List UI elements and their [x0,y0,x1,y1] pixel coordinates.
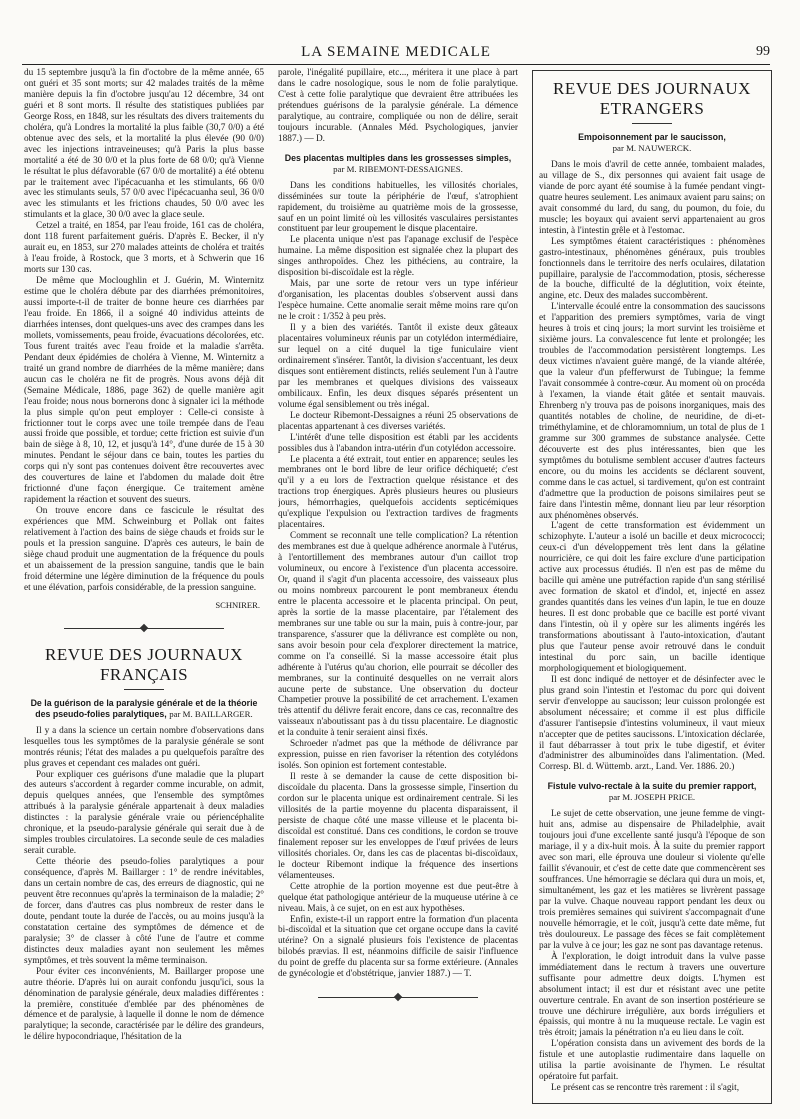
paragraph: De même que Mocloughlin et J. Guérin, M. Winternitz estime que le choléra débute par des diarrhées prémonitoires, aussi importe-t-il de traiter de bonne heure ces diarrhées par l'eau froide. En 1866, il a soigné 40 individus atteints de diarrhées intenses, dont quelques-uns avec des crampes dans les mollets, vomissements, peau froide, évacuations décolorées, etc. Tous furent traités avec l'eau froide et la maladie s'arrêta. Pendant deux épidémies de choléra à Vienne, M. Winternitz a traité un grand nombre de diarrhées de la même manière; dans aucun cas le choléra ne fit de progrès. Nous avons déjà dit (Semaine Médicale, 1886, page 362) de quelle manière agit l'eau froide; nous nous bornerons donc à signaler ici la méthode la plus simple qu'on peut employer : Celle-ci consiste à frictionner tout le corps avec une toile trempée dans de l'eau aussi froide que possible, et tordue; cette friction est suivie d'un bain de siège à 8, 10, 12, et jusqu'à 14°, d'une durée de 15 à 30 minutes. Pendant le séjour dans ce bain, toutes les parties du corps qui n'y sont pas contenues doivent être recouvertes avec des couvertures de laine et l'abdomen du malade doit être frictionné d'une façon énergique. Ce traitement amène rapidement la réaction et souvent des sueurs. [24,276,264,506]
heading-rule [124,689,164,690]
article-author: par M. JOSEPH PRICE. [608,792,696,803]
section-divider [24,621,264,635]
paragraph: À l'exploration, le doigt introduit dans la vulve passe immédiatement dans le rectum à travers une ouverture suffisante pour admettre deux doigts. L'hymen est absolument intact; il est dur et résistant avec une petite ouverture centrale. En avant de son insertion postérieure se trouve une déchirure irrégulière, aux bords irréguliers et épaissis, qui montre à nu la muqueuse rectale. Le vagin est très étroit; jamais la pénétration n'a eu lieu dans le coït. [539,951,765,1039]
paragraph: Le placenta a été extrait, tout entier en apparence; seules les membranes ont le bord libre de leur orifice déchiqueté; c'est qu'il y a eu lors de l'extraction quelque résistance et des tractions trop énergiques. Après plusieurs heures ou plusieurs jours, hémorrhagies, quelquefois accidents septicémiques qu'explique l'expulsion ou l'extraction tardives de fragments placentaires. [278,454,518,531]
paragraph: Il y a bien des variétés. Tantôt il existe deux gâteaux placentaires volumineux réunis par un cotylédon intermédiaire, sur lequel on a cité duquel la tige funiculaire vient ordinairement s'insérer. Tantôt, la division s'accentuant, les deux disques sont entièrement distincts, reliés seulement l'un à l'autre par les membranes et quelques divisions des vaisseaux ombilicaux. Enfin, les deux disques séparés présentent un volume égal sensiblement ou très inégal. [278,323,518,410]
article-title-text: Empoisonnement par le saucisson, [578,132,726,142]
journal-title: LA SEMAINE MEDICALE [301,44,491,60]
paragraph: Pour expliquer ces guérisons d'une maladie que la plupart des auteurs s'accordent à regarder comme incurable, on admit, depuis quelques années, que l'ensemble des symptômes attribués à la paralysie générale appartenait à deux maladies distinctes : la paralysie générale vraie ou périencéphalite chronique, et la pseudo-paralysie générale qui serait due à de simples troubles circulatoires. La seconde seule de ces maladies serait curable. [24,769,264,857]
paragraph: Dans les conditions habituelles, les villosités choriales, disséminées sur toute la périphérie de l'œuf, s'atrophient rapidement, du troisième au quatrième mois de la grossesse, sauf en un point limité où les villosités vasculaires persistantes constituent par leur groupement le disque placentaire. [278,180,518,235]
paragraph: Il reste à se demander la cause de cette disposition bi-discoïdale du placenta. Dans la grossesse simple, l'insertion du cordon sur le placenta unique est ordinairement centrale. Si les villosités de la partie moyenne du placenta disparaissent, il persiste de chaque côté une masse villeuse et le placenta bi-discoïdal est constitué. Dans ces conditions, le cordon se trouve finalement reposer sur les enveloppes de l'œuf privées de leurs villosités choriales. Or, dans les cas de placentas bi-discoïdaux, le docteur Ribemont indique la fréquence des insertions vélamenteuses. [278,772,518,881]
paragraph: Cette théorie des pseudo-folies paralytiques a pour conséquence, d'après M. Baillarger : 1° de rendre inévitables, dans un certain nombre de cas, des erreurs de diagnostic, qui ne peuvent être reconnues qu'après la terminaison de la maladie; 2° de forcer, dans d'autres cas plus nombreux de rester dans le doute, pendant toute la durée de l'accès, ou au moins jusqu'à la constatation certaine des symptômes de démence et de paralysie; 3° de classer à côté l'une de l'autre et comme distinctes deux maladies ayant non seulement les mêmes symptômes, et très souvent la même terminaison. [24,857,264,966]
paragraph: Mais, par une sorte de retour vers un type inférieur d'organisation, les placentas doubles s'observent aussi dans l'espèce humaine. Cette anomalie serait même moins rare qu'on ne le croit : 1/352 à peu près. [278,279,518,323]
paragraph: Enfin, existe-t-il un rapport entre la formation d'un placenta bi-discoïdal et la situation que cet organe occupe dans la cavité utérine? On a signalé plusieurs fois l'existence de placentas bilobés prævias. Il est, néanmoins difficile de saisir l'influence du point de greffe du placenta sur sa forme extérieure. (Annales de gynécologie et d'obstétrique, janvier 1887.) — T. [278,914,518,980]
paragraph: Cette atrophie de la portion moyenne est due peut-être à quelque état pathologique antérieur de la muqueuse utérine à ce niveau. Mais, à ce sujet, on en est aux hypothèses. [278,881,518,914]
article-title [545,132,759,154]
article-title [30,698,258,720]
paragraph: Pour éviter ces inconvénients, M. Baillarger propose une autre théorie. D'après lui on aurait confondu jusqu'ici, sous la dénomination de paralysie générale, deux maladies différentes : la première, constituée d'emblée par des phénomènes de démence et de paralysie, à laquelle il donne le nom de démence paralytique; la seconde, caractérisée par le délire des grandeurs, le délire hypocondriaque, l'hésitation de la [24,966,264,1043]
paragraph: Dans le mois d'avril de cette année, tombaient malades, au village de S., dix personnes qui avaient fait usage de viande de porc ayant été soumise à la fumée pendant vingt-quatre heures seulement. Les animaux avaient paru sains; on avait consommé du lard, du sang, du poumon, du foie, du muscle; les boyaux qui avaient servi appartenaient au gros intestin, à l'intestin grêle et à l'estomac. [539,160,765,236]
article-title [284,153,512,175]
section-title: REVUE DES JOURNAUX ETRANGERS [553,79,751,118]
column-3 [532,68,772,1108]
section-title: REVUE DES JOURNAUX FRANÇAIS [45,644,243,684]
paragraph: parole, l'inégalité pupillaire, etc..., méritera it une place à part dans le cadre nosologique, sous le nom de folie paralytique. C'est à cette folie paralytique que devraient être attribuées les prétendues guérisons de la paralysie générale. La démence paralytique, au contraire, compliquée ou non de délire, serait toujours incurable. (Annales Méd. Psychologiques, janvier 1887.) — D. [278,68,518,144]
heading-rule [632,123,672,124]
paragraph: Les symptômes étaient caractéristiques : phénomènes gastro-intestinaux, phénomènes généraux, puis troubles fonctionnels dans le territoire des nerfs oculaires, dilatation pupillaire, paralysie de l'accommodation, ptosis, sécheresse de la bouche, difficulté de la déglutition, voix éteinte, angine, etc. Deux des malades succombèrent. [539,236,765,302]
paragraph: L'opération consista dans un avivement des bords de la fistule et une autoplastie rudimentaire dans laquelle on utilisa la partie avoisinante de l'hymen. Le résultat opératoire fut parfait. [539,1039,765,1083]
section-divider [278,990,518,1004]
paragraph: Comment se reconnaît une telle complication? La rétention des membranes est due à quelque adhérence anormale à l'utérus, à l'entortillement des membranes autour d'un caillot trop volumineux, ou encore à l'existence d'un placenta accessoire. Or, quand il s'agit d'un placenta accessoire, des vaisseaux plus ou moins nombreux parcourent le pont membraneux étendu entre le placenta accessoire et le placenta principal. On peut, après la sortie de la masse placentaire, par l'étalement des membranes sur une table ou sur la main, puis à contre-jour, par transparence, s'assurer que la délivrance est complète ou non, sans avoir besoin pour cela d'explorer directement la matrice, comme on l'a conseillé. Si la masse accessoire était plus adhérente à l'utérus qu'au chorion, elle pourrait se décoller des membranes, sur la continuité desquelles on ne verrait alors aucune perte de substance. Une observation du docteur Champetier prouve la possibilité de cet arrachement. L'examen très attentif du délivre ferait encore, dans ce cas, reconnaître des vaisseaux n'aboutissant pas à du tissu placentaire. Le diagnostic et la conduite à tenir seraient ainsi fixés. [278,531,518,739]
article-author: par M. BAILLARGER. [169,708,253,719]
article-title-text: De la guérison de la paralysie générale et de la théorie des pseudo-folies paralytiques, [30,697,258,719]
paragraph: Le présent cas se rencontre très rarement : il s'agit, [551,1083,740,1094]
paragraph: du 15 septembre jusqu'à la fin d'octobre de la même année, 65 ont guéri et 35 sont morts; sur 42 malades traités de la même manière depuis la fin d'octobre jusqu'au 12 décembre, 34 ont guéri et 8 sont morts. Il résulte des statistiques publiées par George Ross, en 1848, sur les résultats des divers traitements du choléra, qu'à Londres la mortalité la plus faible (30,7 0/0) a été obtenue avec des sels, et la mortalité la plus élevée (90 0/0) avec les injections intraveineuses; qu'à Paris la plus basse mortalité a été de 30 0/0 et la plus forte de 68 0/0; qu'à Vienne le résultat le plus défavorable (67 0/0 de mortalité) a été obtenu par le traitement avec l'ipécacuanha et les stimulants, 66 0/0 avec les stimulants seuls, 57 0/0 avec l'ipécacuanha seul, 36 0/0 avec les stimulants et les frictions chaudes, 50 0/0 avec les stimulants et la glace, 30 0/0 avec la glace seule. [24,68,264,221]
paragraph: Il y a dans la science un certain nombre d'observations dans lesquelles tous les symptômes de la paralysie générale se sont montrés réunis; l'état des malades a pu quelquefois paraître des plus graves et cependant ces malades ont guéri. [24,725,264,769]
column-1 [24,68,264,1108]
article-author: par M. RIBEMONT-DESSAIGNES. [333,163,463,174]
paragraph: Schroeder n'admet pas que la méthode de délivrance par expression, puisse en rien favoriser la rétention des cotylédons isolés. Son opinion est fortement contestable. [278,739,518,772]
article-title [545,781,759,803]
article-title-text: Fistule vulvo-rectale à la suite du premier rapport, [547,781,757,792]
paragraph: Le sujet de cette observation, une jeune femme de vingt-huit ans, admise au dispensaire de Philadelphie, avait toujours joui d'une excellente santé jusqu'à l'époque de son mariage, il y a dix-huit mois. À la suite du premier rapport avec son mari, elle éprouva une douleur si violente qu'elle faillit s'évanouir, et c'est de cette date que commencèrent ses souffrances. Une hémorragie se déclara qui dura un mois, et, simultanément, les gaz et les matières se livrèrent passage par la vulve. Chaque nouveau rapport pendant les deux ou trois premières semaines qui suivirent s'accompagnait d'une nouvelle hémorragie, et le coït, jusqu'à cette date même, fut très douloureux. Le passage des fèces se fait complètement par la vulve à ce jour; les gaz ne sont pas davantage retenus. [539,809,765,951]
page-number: 99 [756,44,770,59]
article-author: par M. NAUWERCK. [612,143,692,153]
article-title-text: Des placentas multiples dans les grossesses simples, [284,152,512,163]
paragraph: L'agent de cette transformation est évidemment un schizophyte. L'auteur a isolé un bacille et deux micrococci; ceux-ci d'un développement très lent dans la gélatine nourricière, ce qui doit les faire exclure d'une participation active aux processus étudiés. Il n'en est pas de même du bacille qui amène une putréfaction rapide d'un sang stérilisé avec formation de skatol et d'indol, et, injecté en assez grandes quantités dans les veines d'un lapin, le tue en douze heures. Il est donc probable que ce bacille est porté vivant dans l'intestin, où il y opère sur les aliments ingérés les transformations aboutissant à l'auto-intoxication, d'autant plus que l'auteur pense avoir retrouvé dans le conduit intestinal du porc sain, un bacille identique morphologiquement et biologiquement. [539,521,765,674]
paragraph: Cetzel a traité, en 1854, par l'eau froide, 161 cas de choléra, dont 118 furent parfaitement guéris. D'après E. Becker, il n'y aurait eu, en 1853, sur 270 malades atteints de choléra et traités à l'eau froide, à Rostock, que 3 morts, et à Schwerin que 16 morts sur 130 cas. [24,221,264,276]
running-header [22,44,770,65]
paragraph: Le docteur Ribemont-Dessaignes a réuni 25 observations de placentas appartenant à ces diverses variétés. [278,410,518,432]
paragraph: Il est donc indiqué de nettoyer et de désinfecter avec le plus grand soin l'intestin et l'estomac du porc qui doivent servir d'enveloppe au saucisson; leur cuisson prolongée est absolument nécessaire; et comme il est plus difficile d'assurer l'antisepsie d'intestins volumineux, il vaut mieux n'accepter que de petites saucissons. L'intoxication déclarée, il faut débarrasser à tout prix le tube digestif, et éviter d'administrer des albuminoïdes dans l'alimentation. (Med. Corresp. Bl. d. Wüttemb. arzt., Land. Ver. 1886. 20.) [539,674,765,773]
column-2 [278,68,518,1108]
paragraph: L'intervalle écoulé entre la consommation des saucissons et l'apparition des premiers symptômes, varia de vingt heures à trois et cinq jours; la mort survint les troisième et sixième jours. La convalescence fut lente et prolongée; les troubles de l'accommodation persistèrent longtemps. Les deux victimes n'avaient guère mangé, de la viande altérée, que la valeur d'un pfefferwurst de Tubingue; la femme l'avait consommée à contre-cœur. Au moment où on procéda à l'examen, la viande était gâtée et sentait mauvais. Ehrenberg n'y trouva pas de poisons inorganiques, mais des quantités notables de choline, de neuridine, de di-et-triméthylamine, et de chloramomnium, un total de plus de 1 gramme sur 300 grammes de substance analysée. Cette découverte est des plus intéressantes, bien que les symptômes du botulisme semblent accuser d'autres facteurs encore, ou du moins les accidents se déclarent souvent, comme dans le cas actuel, si tardivement, qu'on est contraint d'admettre que la production de poisons similaires peut se faire dans l'intestin même, donnant lieu par leur résorption aux phénomènes observés. [539,302,765,521]
paragraph: Le placenta unique n'est pas l'apanage exclusif de l'espèce humaine. La même disposition est signalée chez la plupart des singes anthropoïdes. Chez les pithéciens, au contraire, la disposition bi-discoïdale est la règle. [278,235,518,279]
foreign-review-box [532,70,772,1104]
author-signature: SCHNIRER. [215,599,260,610]
paragraph: L'intérêt d'une telle disposition est établi par les accidents possibles dus à l'abandon intra-utérin d'un cotylédon accessoire. [278,432,518,454]
paragraph: On trouve encore dans ce fascicule le résultat des expériences que MM. Schweinburg et Pollak ont faites relativement à l'action des bains de siège chauds et froids sur le pouls et la pression sanguine. D'après ces auteurs, le bain de siège chaud produit une augmentation de la fréquence du pouls et un abaissement de la pression sanguine, tandis que le bain froid détermine une légère diminution de la fréquence du pouls et une élévation, parfois considérable, de la pression sanguine. [24,506,264,593]
